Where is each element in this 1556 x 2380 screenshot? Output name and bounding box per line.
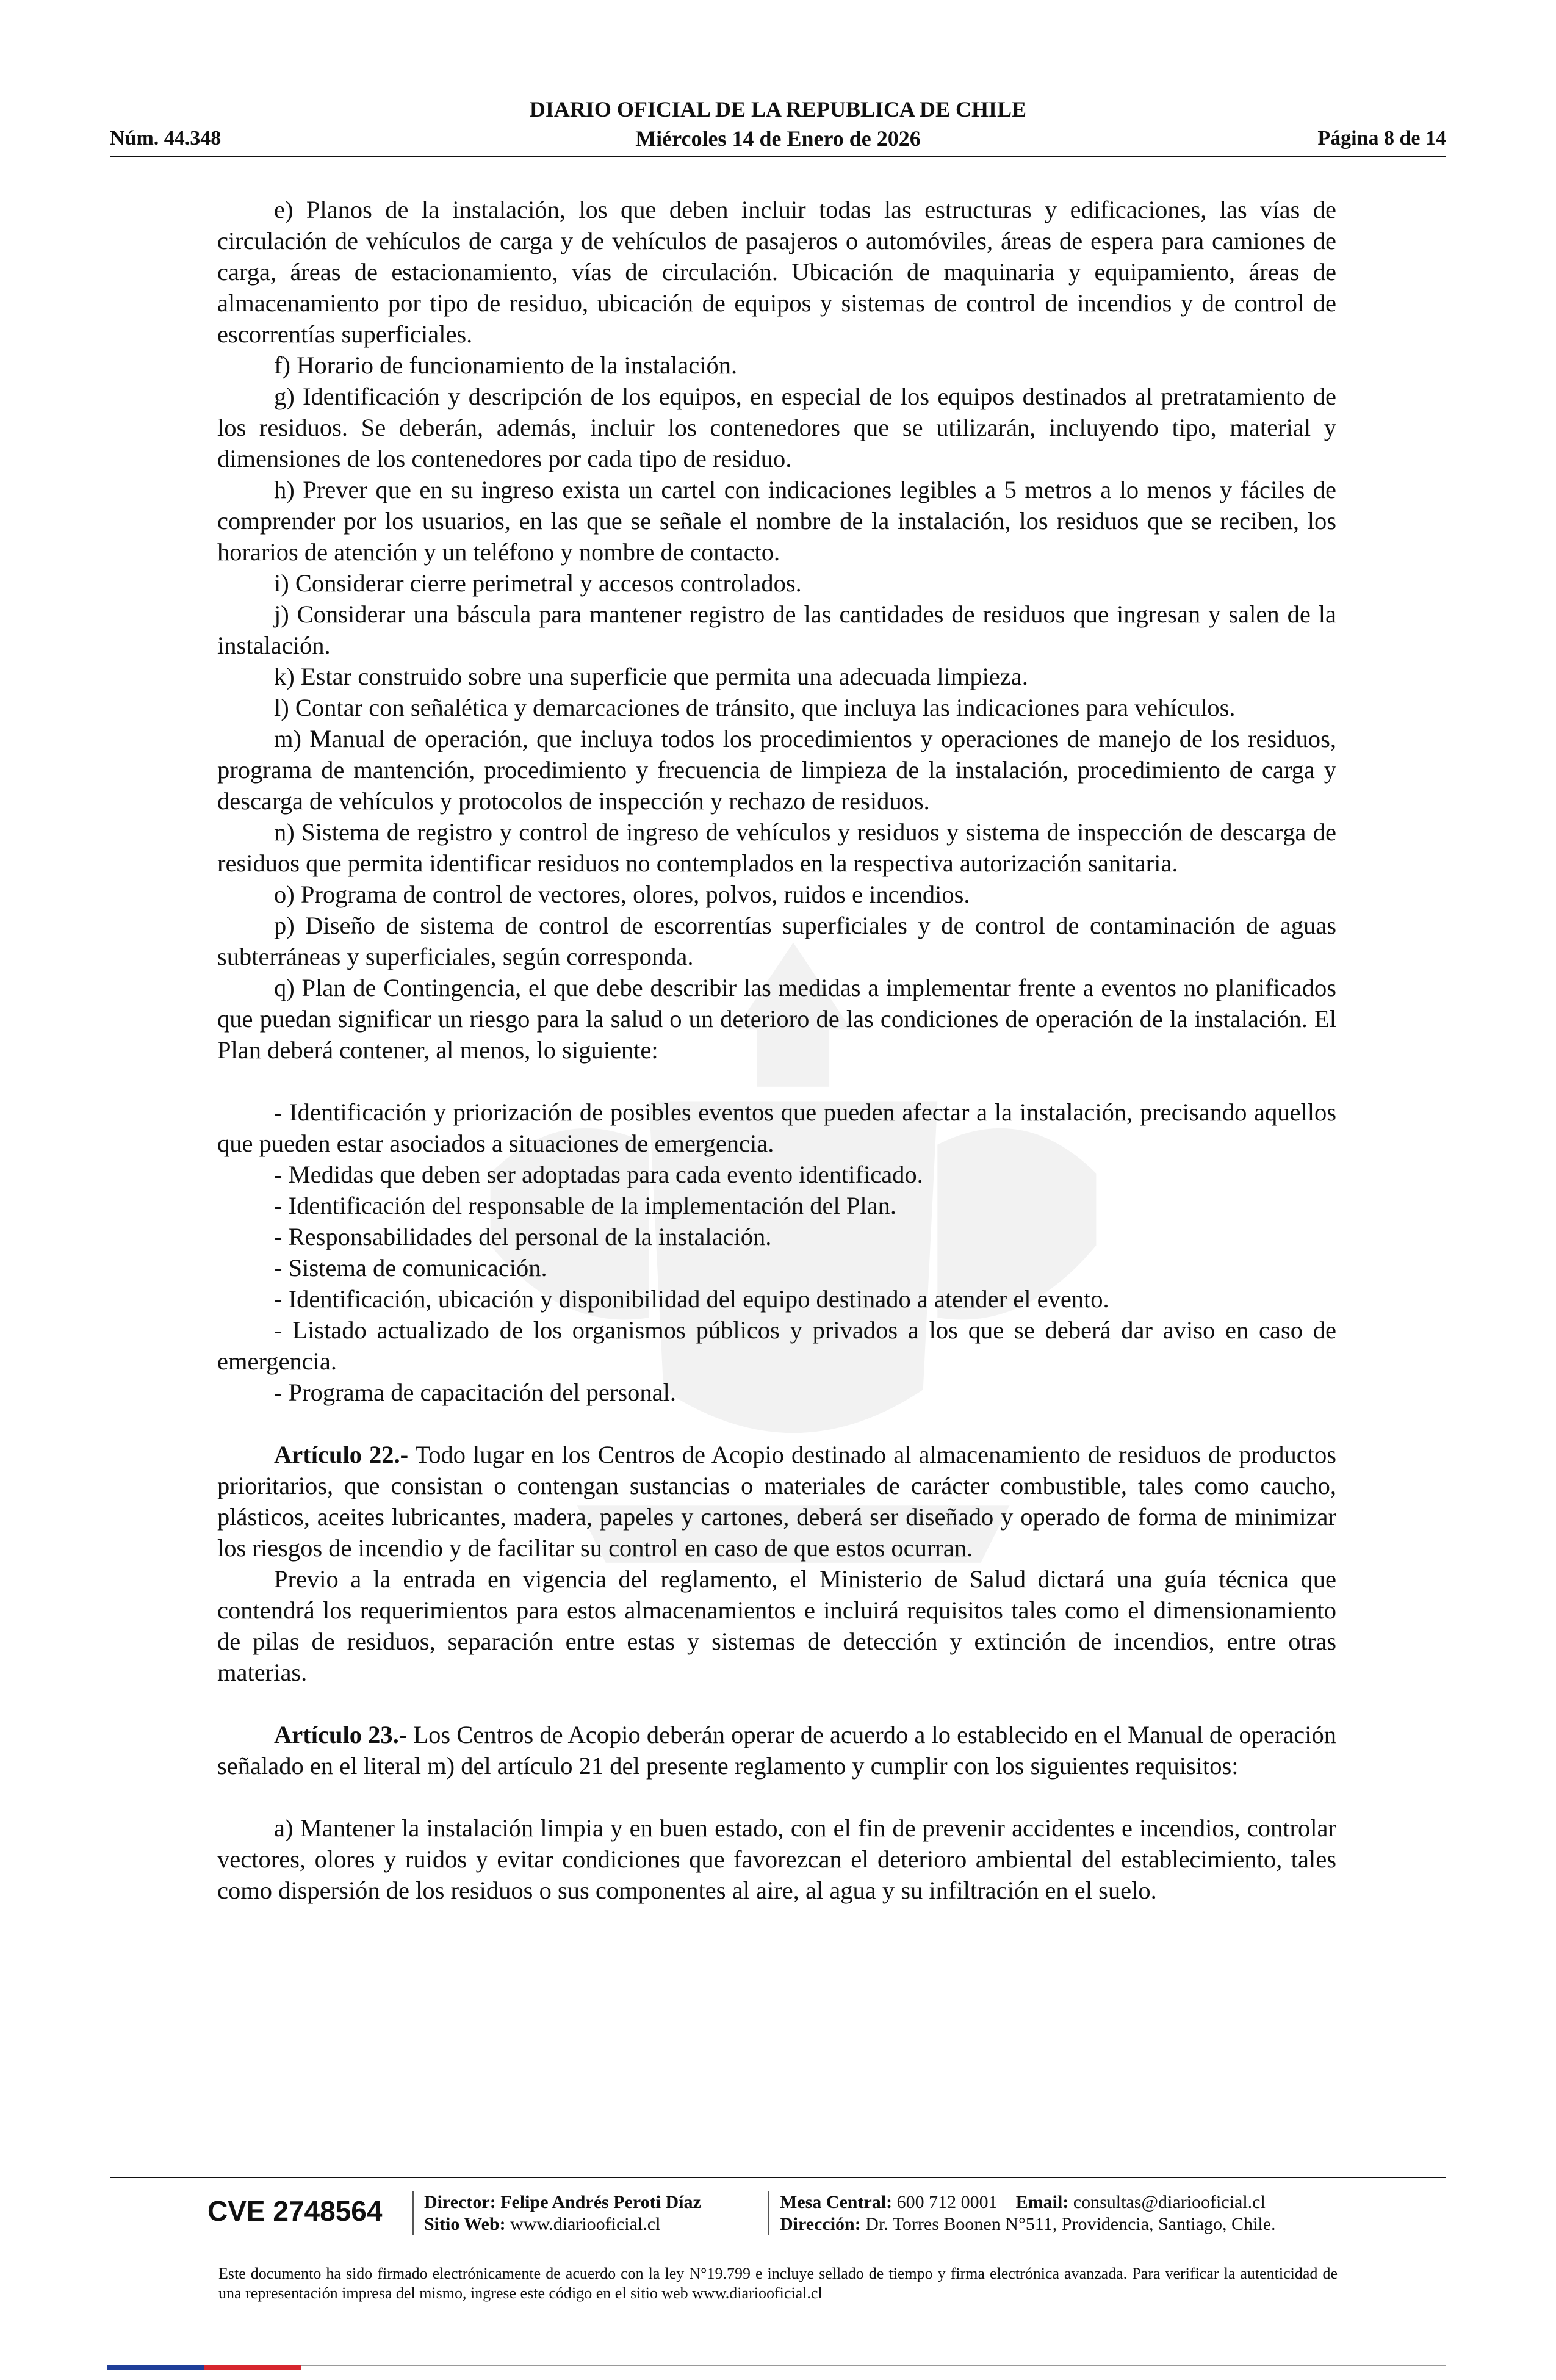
list-item-m: m) Manual de operación, que incluya todos los procedimientos y operaciones de manejo de los residuos, programa de mantención, procedimiento y frecuencia de limpieza de la instalación, procedimiento de carga y descarga de vehículos y protocolos de inspección y rechazo de residuos. [217,725,1336,815]
contact-info [780,2191,1276,2235]
plan-item: - Identificación y priorización de posibles eventos que pueden afectar a la instalación, precisando aquellos que pueden estar asociados a situaciones de emergencia. [217,1098,1336,1157]
plan-item: - Medidas que deben ser adoptadas para cada evento identificado. [274,1161,923,1188]
list-item-h: h) Prever que en su ingreso exista un cartel con indicaciones legibles a 5 metros a lo menos y fáciles de comprender por los usuarios, en las que se señale el nombre de la instalación, los residuos que se reciben, los horarios de atención y un teléfono y nombre de contacto. [217,476,1336,566]
director-name: Felipe Andrés Peroti Díaz [500,2192,701,2212]
list-item-i: i) Considerar cierre perimetral y accesos controlados. [274,569,802,597]
list-item-j: j) Considerar una báscula para mantener registro de las cantidades de residuos que ingresan y salen de la instalación. [217,600,1336,659]
director-label: Director: [424,2192,496,2212]
article-23-text: Los Centros de Acopio deberán operar de acuerdo a lo establecido en el Manual de operación señalado en el literal m) del artículo 21 del presente reglamento y cumplir con los siguientes requisitos: [217,1721,1336,1780]
issue-number: Núm. 44.348 [110,127,222,150]
spacer [217,1408,1336,1439]
article-22-heading: Artículo 22.- [274,1441,409,1468]
page-footer [110,2177,1446,2303]
bottom-rule [110,2365,1446,2366]
spacer [217,1066,1336,1097]
list-item-g: g) Identificación y descripción de los equipos, en especial de los equipos destinados al pretratamiento de los residuos. Se deberán, además, incluir los contenedores que se utilizarán, incluyendo tipo, material y dimensiones de los contenedores por cada tipo de residuo. [217,383,1336,472]
plan-item: - Sistema de comunicación. [274,1254,547,1282]
article-23-item-a: a) Mantener la instalación limpia y en buen estado, con el fin de prevenir accidentes e incendios, controlar vectores, olores y ruidos y evitar condiciones que favorezcan el deterioro ambiental del establecimiento, tales como dispersión de los residuos o sus componentes al aire, al agua y su infiltración en el suelo. [217,1814,1336,1904]
plan-item: - Identificación del responsable de la implementación del Plan. [274,1192,897,1219]
plan-item: - Programa de capacitación del personal. [274,1379,676,1406]
flag-stripe-red [204,2365,301,2370]
cve-code: CVE 2748564 [207,2195,383,2227]
article-23 [217,1719,1336,1781]
mesa-phone: 600 712 0001 [896,2192,998,2212]
header-rule [110,156,1446,157]
legal-notice: Este documento ha sido firmado electrónicamente de acuerdo con la ley N°19.799 e incluye sellado de tiempo y firma electrónica avanzada. Para verificar la autenticidad de una representación impresa del mismo, ingrese este código en el sitio web www.diariooficial.cl [218,2265,1338,2302]
article-22-text: Todo lugar en los Centros de Acopio destinado al almacenamiento de residuos de productos prioritarios, que consistan o contengan sustancias o materiales de carácter combustible, tales como caucho, plásticos, aceites lubricantes, madera, papeles y cartones, deberá ser diseñado y operado de forma de minimizar los riesgos de incendio y de facilitar su control en caso de que estos ocurran. [217,1441,1336,1562]
flag-stripe-blue [107,2365,204,2370]
list-item-l: l) Contar con señalética y demarcaciones de tránsito, que incluya las indicaciones para vehículos. [274,694,1236,721]
spacer [217,1688,1336,1719]
list-item-k: k) Estar construido sobre una superficie que permita una adecuada limpieza. [274,663,1028,690]
list-item-o: o) Programa de control de vectores, olores, polvos, ruidos e incendios. [274,881,970,908]
plan-item: - Responsabilidades del personal de la instalación. [274,1223,772,1250]
email-link[interactable]: consultas@diariooficial.cl [1073,2192,1266,2212]
spacer [217,1781,1336,1812]
web-label: Sitio Web: [424,2214,506,2234]
list-item-q: q) Plan de Contingencia, el que debe describir las medidas a implementar frente a eventos no planificados que puedan significar un riesgo para la salud o un deterioro de las condiciones de operación de la instalación. El Plan deberá contener, al menos, lo siguiente: [217,974,1336,1064]
newspaper-masthead [110,95,1446,153]
article-22 [217,1439,1336,1563]
page-header [110,95,1446,158]
list-item-p: p) Diseño de sistema de control de escorrentías superficiales y de control de contaminación de aguas subterráneas y superficiales, según corresponda. [217,912,1336,970]
mesa-label: Mesa Central: [780,2192,893,2212]
article-23-heading: Artículo 23.- [274,1721,408,1748]
address-value: Dr. Torres Boonen N°511, Providencia, Santiago, Chile. [865,2214,1276,2234]
document-body [217,194,1336,1906]
newspaper-title: DIARIO OFICIAL DE LA REPUBLICA DE CHILE [529,97,1027,121]
chilean-flag-stripe [107,2365,301,2370]
footer-divider [412,2191,414,2235]
director-info [424,2191,701,2235]
list-item-f: f) Horario de funcionamiento de la instalación. [274,352,738,379]
list-item-e: e) Planos de la instalación, los que deben incluir todas las estructuras y edificaciones, las vías de circulación de vehículos de carga y de vehículos de pasajeros o automóviles, áreas de espera para camiones de carga, áreas de estacionamiento, vías de circulación. Ubicación de maquinaria y equipamiento, áreas de almacenamiento por tipo de residuo, ubicación de equipos y sistemas de control de incendios y de control de escorrentías superficiales. [217,196,1336,348]
web-link[interactable]: www.diariooficial.cl [510,2214,661,2234]
list-item-n: n) Sistema de registro y control de ingreso de vehículos y residuos y sistema de inspección de descarga de residuos que permita identificar residuos no contemplados en la respectiva autorización sanitaria. [217,818,1336,877]
address-label: Dirección: [780,2214,861,2234]
issue-date: Miércoles 14 de Enero de 2026 [635,126,921,151]
page-number: Página 8 de 14 [1317,127,1446,150]
footer-divider [768,2191,769,2235]
email-label: Email: [1015,2192,1069,2212]
article-22-paragraph-2: Previo a la entrada en vigencia del reglamento, el Ministerio de Salud dictará una guía técnica que contendrá los requerimientos para estos almacenamientos e incluirá requisitos tales como el dimensionamiento de pilas de residuos, separación entre estas y sistemas de detección y extinción de incendios, entre otras materias. [217,1565,1336,1686]
plan-item: - Listado actualizado de los organismos públicos y privados a los que se deberá dar aviso en caso de emergencia. [217,1316,1336,1375]
plan-item: - Identificación, ubicación y disponibilidad del equipo destinado a atender el evento. [274,1285,1109,1313]
